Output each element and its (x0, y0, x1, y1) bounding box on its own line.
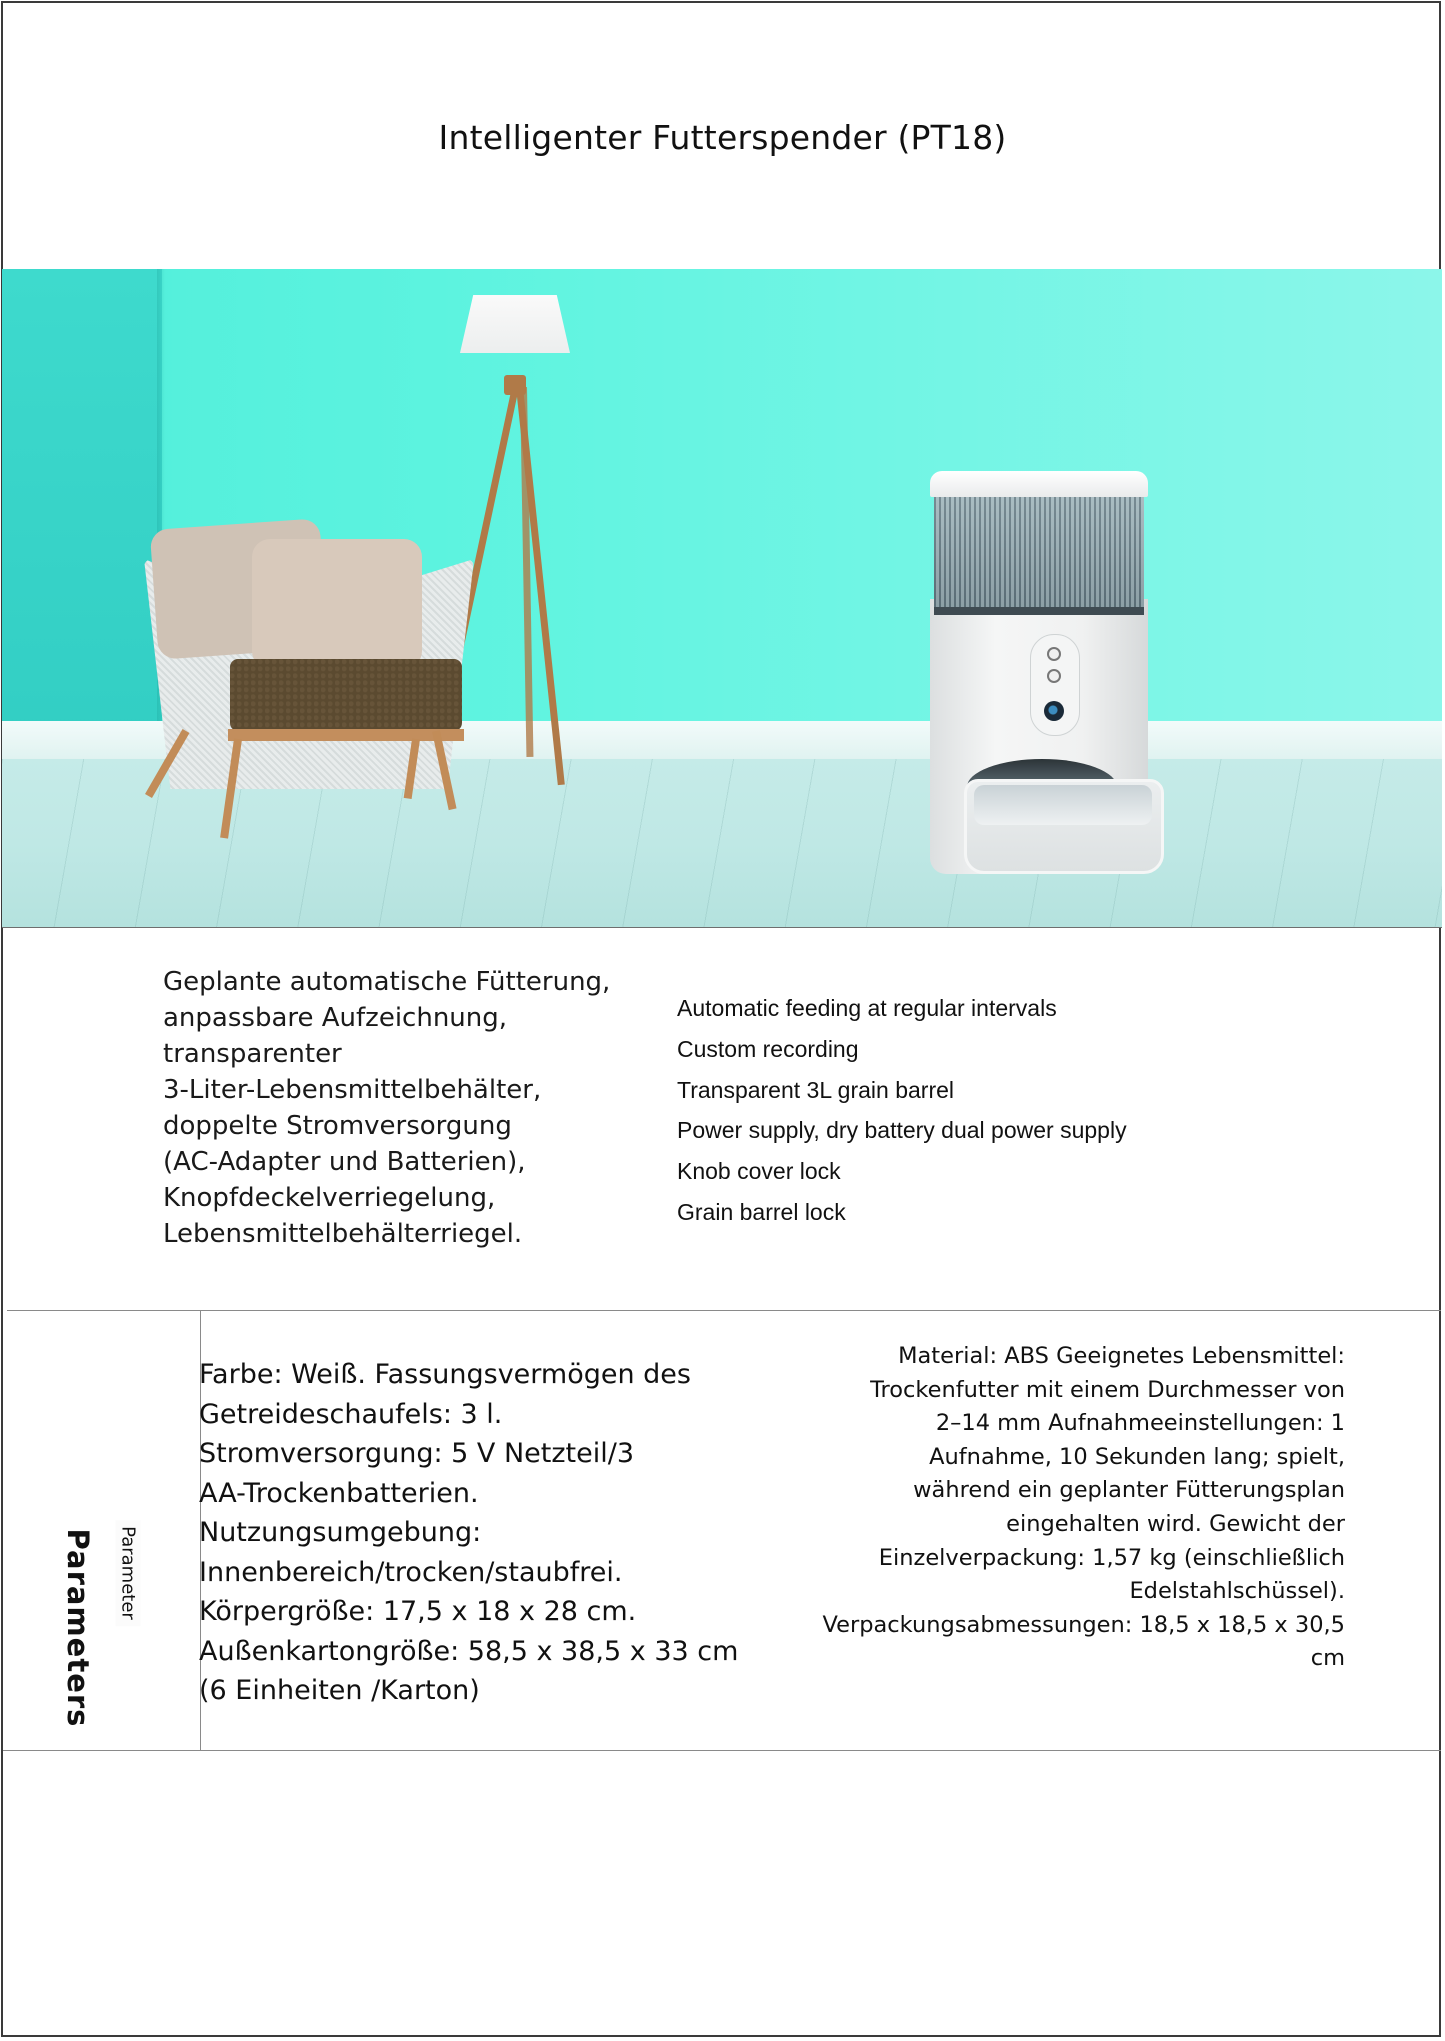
chair-frame (228, 729, 464, 741)
chair-seat (230, 659, 462, 731)
param-line: Stromversorgung: 5 V Netzteil/3 (199, 1438, 634, 1469)
feature-item: Custom recording (677, 1035, 859, 1062)
cushion (252, 539, 422, 669)
parameters-right-column (770, 1340, 1345, 1676)
feature-item: Power supply, dry battery dual power supply (677, 1117, 1127, 1144)
param-line: eingehalten wird. Gewicht der (1006, 1510, 1345, 1537)
parameters-heading: Parameters (61, 1528, 95, 1728)
feature-item: Automatic feeding at regular intervals (677, 995, 1057, 1021)
microphone-icon (1047, 669, 1061, 683)
lamp-leg (520, 387, 533, 757)
feature-line: transparenter (163, 1039, 342, 1069)
param-line: Material: ABS Geeignetes Lebensmittel: (898, 1343, 1345, 1369)
param-line: Nutzungsumgebung: (199, 1517, 482, 1548)
feature-item: Knob cover lock (677, 1158, 841, 1185)
divider (2, 927, 1442, 928)
feature-line: (AC-Adapter und Batterien), (163, 1147, 526, 1177)
product-photo (2, 269, 1442, 927)
feature-line: Lebensmittelbehälterriegel. (163, 1219, 523, 1249)
side-wall (2, 269, 162, 789)
param-line: Einzelverpackung: 1,57 kg (einschließlich (878, 1544, 1345, 1571)
divider (7, 1310, 1441, 1311)
param-line: 2–14 mm Aufnahmeeinstellungen: 1 (935, 1410, 1345, 1437)
feature-line: 3-Liter-Lebensmittelbehälter, (163, 1075, 542, 1105)
param-line: Getreideschaufels: 3 l. (199, 1398, 503, 1430)
feature-item: Grain barrel lock (677, 1198, 846, 1225)
param-line: Farbe: Weiß. Fassungsvermögen des (199, 1359, 691, 1390)
feature-line: Geplante automatische Fütterung, (163, 967, 611, 997)
page-title: Intelligenter Futterspender (PT18) (438, 118, 1007, 157)
bowl-interior (974, 785, 1152, 825)
features-english (677, 988, 1377, 1233)
param-line: Edelstahlschüssel). (1129, 1578, 1345, 1605)
param-line: cm (1310, 1645, 1345, 1672)
param-line: AA-Trockenbatterien. (199, 1477, 479, 1509)
feeder-grain-barrel (934, 497, 1144, 615)
divider (3, 1750, 1441, 1751)
param-line: Innenbereich/trocken/staubfrei. (199, 1556, 623, 1588)
param-line: (6 Einheiten /Karton) (199, 1675, 480, 1706)
camera-lens-icon (1044, 701, 1064, 721)
feeder-lid (930, 471, 1148, 497)
param-line: während ein geplanter Fütterungsplan (913, 1477, 1345, 1504)
param-line: Außenkartongröße: 58,5 x 38,5 x 33 cm (199, 1635, 739, 1667)
param-line: Trockenfutter mit einem Durchmesser von (870, 1376, 1345, 1403)
parameters-subheading: Parameter (116, 1520, 141, 1626)
feature-item: Transparent 3L grain barrel (677, 1076, 954, 1103)
lamp-shade (460, 295, 570, 353)
param-line: Aufnahme, 10 Sekunden lang; spielt, (929, 1443, 1345, 1470)
feature-line: doppelte Stromversorgung (163, 1111, 512, 1141)
parameters-left-column (199, 1355, 779, 1711)
features-german (163, 964, 663, 1252)
param-line: Körpergröße: 17,5 x 18 x 28 cm. (199, 1596, 637, 1627)
param-line: Verpackungsabmessungen: 18,5 x 18,5 x 30,5 (822, 1611, 1345, 1638)
feature-line: anpassbare Aufzeichnung, (163, 1003, 508, 1033)
feature-line: Knopfdeckelverriegelung, (163, 1183, 496, 1213)
gear-icon (1047, 647, 1061, 661)
